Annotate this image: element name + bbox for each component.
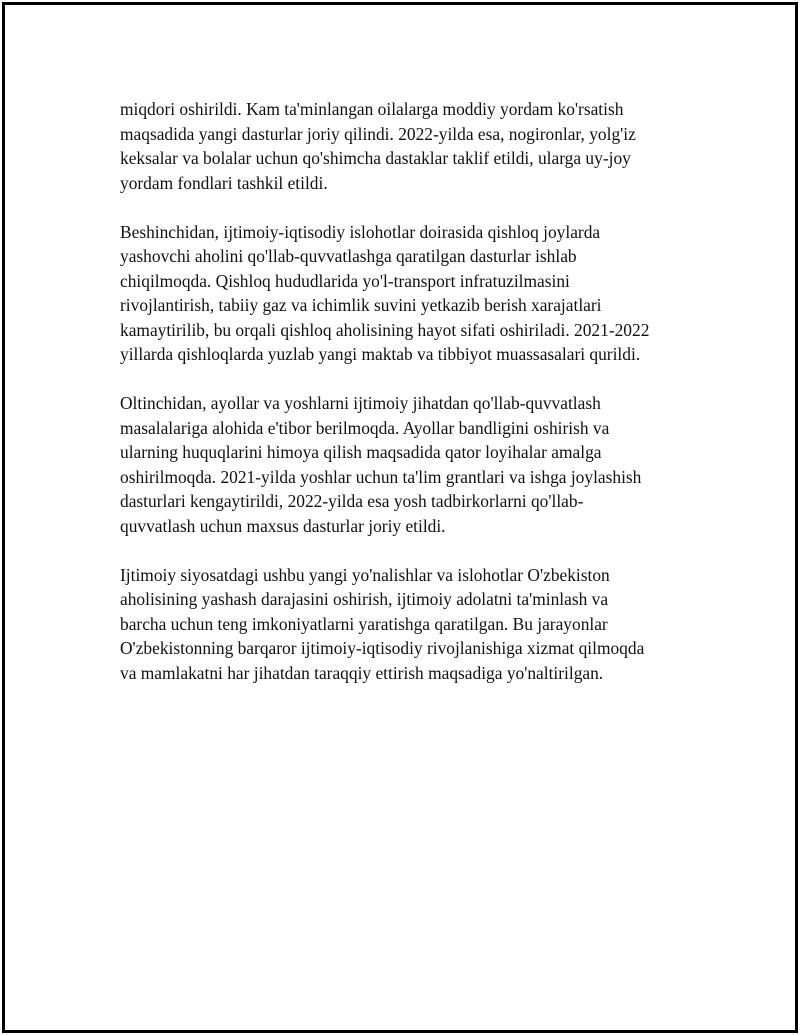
text-line: aholisining yashash darajasini oshirish, ijtimoiy adolatni ta'minlash va	[120, 589, 609, 609]
document-body	[120, 97, 692, 710]
text-line: ularning huquqlarini himoya qilish maqsadida qator loyihalar amalga	[120, 442, 602, 462]
text-line: maqsadida yangi dasturlar joriy qilindi. 2022-yilda esa, nogironlar, yolg'iz	[120, 123, 636, 144]
text-line: masalalariga alohida e'tibor berilmoqda. Ayollar bandligini oshirish va	[120, 417, 610, 438]
paragraph-4	[120, 563, 692, 686]
text-line: yordam fondlari tashkil etildi.	[120, 172, 328, 193]
text-line: oshirilmoqda. 2021-yilda yoshlar uchun ta'lim grantlari va ishga joylashish	[120, 466, 642, 487]
text-line: dasturlari kengaytirildi, 2022-yilda esa yosh tadbirkorlarni qo'llab-	[120, 491, 584, 511]
page-frame	[2, 2, 798, 1033]
text-line: kamaytirilib, bu orqali qishloq aholisining hayot sifati oshiriladi. 2021-2022	[120, 319, 650, 340]
text-line: barcha uchun teng imkoniyatlarni yaratishga qaratilgan. Bu jarayonlar	[120, 613, 608, 634]
text-line: miqdori oshirildi. Kam ta'minlangan oilalarga moddiy yordam ko'rsatish	[120, 99, 624, 119]
text-line: rivojlantirish, tabiiy gaz va ichimlik suvini yetkazib berish xarajatlari	[120, 295, 602, 315]
text-line: yillarda qishloqlarda yuzlab yangi maktab va tibbiyot muassasalari qurildi.	[120, 344, 641, 364]
text-line: yashovchi aholini qo'llab-quvvatlashga qaratilgan dasturlar ishlab	[120, 246, 577, 266]
text-line: keksalar va bolalar uchun qo'shimcha dastaklar taklif etildi, ularga uy-joy	[120, 148, 631, 168]
text-line: Ijtimoiy siyosatdagi ushbu yangi yo'nalishlar va islohotlar O'zbekiston	[120, 564, 610, 585]
text-line: quvvatlash uchun maxsus dasturlar joriy etildi.	[120, 515, 446, 536]
paragraph-1	[120, 97, 692, 195]
text-line: Oltinchidan, ayollar va yoshlarni ijtimoiy jihatdan qo'llab-quvvatlash	[120, 393, 601, 413]
text-line: va mamlakatni har jihatdan taraqqiy ettirish maqsadiga yo'naltirilgan.	[120, 662, 604, 683]
text-line: Beshinchidan, ijtimoiy-iqtisodiy islohotlar doirasida qishloq joylarda	[120, 221, 601, 242]
paragraph-2	[120, 220, 692, 367]
text-line: chiqilmoqda. Qishloq hududlarida yo'l-transport infratuzilmasini	[120, 270, 570, 291]
text-line: O'zbekistonning barqaror ijtimoiy-iqtisodiy rivojlanishiga xizmat qilmoqda	[120, 638, 645, 658]
paragraph-3	[120, 391, 692, 538]
